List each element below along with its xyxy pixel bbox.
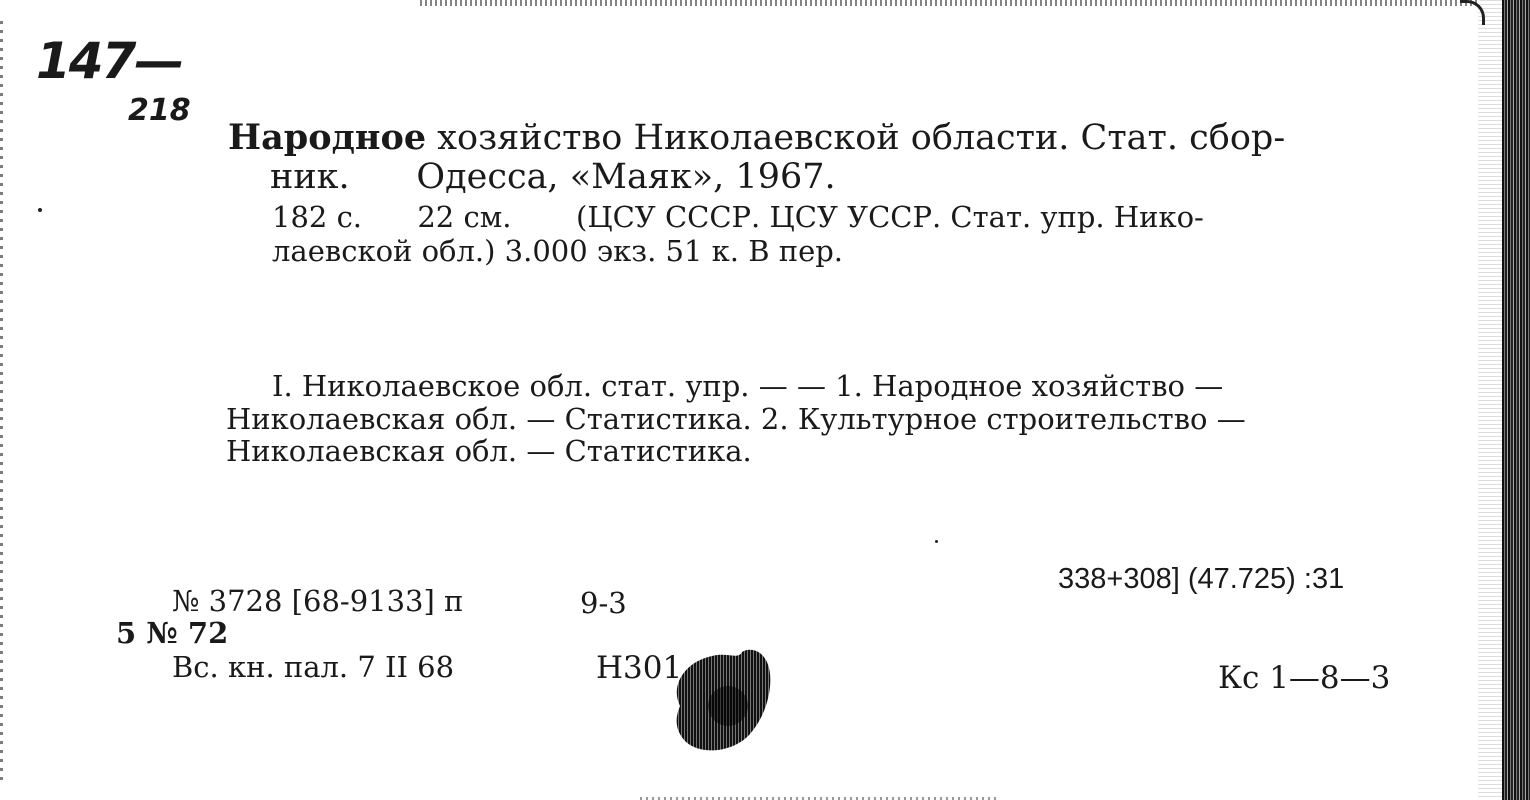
entry-publication-line: ник. Одесса, «Маяк», 1967.: [270, 157, 836, 197]
subject-line-1: I. Николаевское обл. стат. упр. — — 1. Народное хозяйство —: [272, 369, 1224, 403]
kc-mark: Кс 1—8—3: [1218, 660, 1391, 696]
entry-series-line: лаевской обл.) 3.000 экз. 51 к. В пер.: [272, 234, 844, 268]
chamber-date: Вс. кн. пал. 7 II 68: [172, 650, 455, 684]
subject-line-2: Николаевская обл. — Статистика. 2. Культурное строительство —: [226, 402, 1246, 436]
handwritten-number: 147—: [36, 32, 183, 90]
scan-edge-top: [420, 0, 1480, 6]
left-mark: 5 № 72: [116, 616, 229, 650]
scan-edge-left: [0, 20, 3, 780]
classification-index: 338+308] (47.725) :31: [1058, 563, 1345, 595]
scan-noise-right: [1478, 0, 1502, 800]
scan-edge-right: [1502, 0, 1530, 800]
entry-title-line: [228, 117, 1286, 158]
record-number: № 3728 [68-9133] п: [172, 584, 464, 618]
handwritten-sub-number: 218: [128, 93, 191, 128]
ink-blot: [668, 646, 772, 756]
subject-line-3: Николаевская обл. — Статистика.: [226, 434, 752, 468]
speck: [935, 540, 938, 543]
code-mark: Н301: [596, 650, 683, 686]
speck: [38, 208, 42, 212]
entry-title-rest: хозяйство Николаевской области. Стат. сбор-: [437, 118, 1286, 158]
entry-title-bold: Народное: [228, 117, 427, 158]
volume-mark: 9-3: [580, 586, 627, 620]
entry-physical-line: 182 с. 22 см. (ЦСУ СССР. ЦСУ УССР. Стат. упр. Нико-: [272, 200, 1204, 234]
